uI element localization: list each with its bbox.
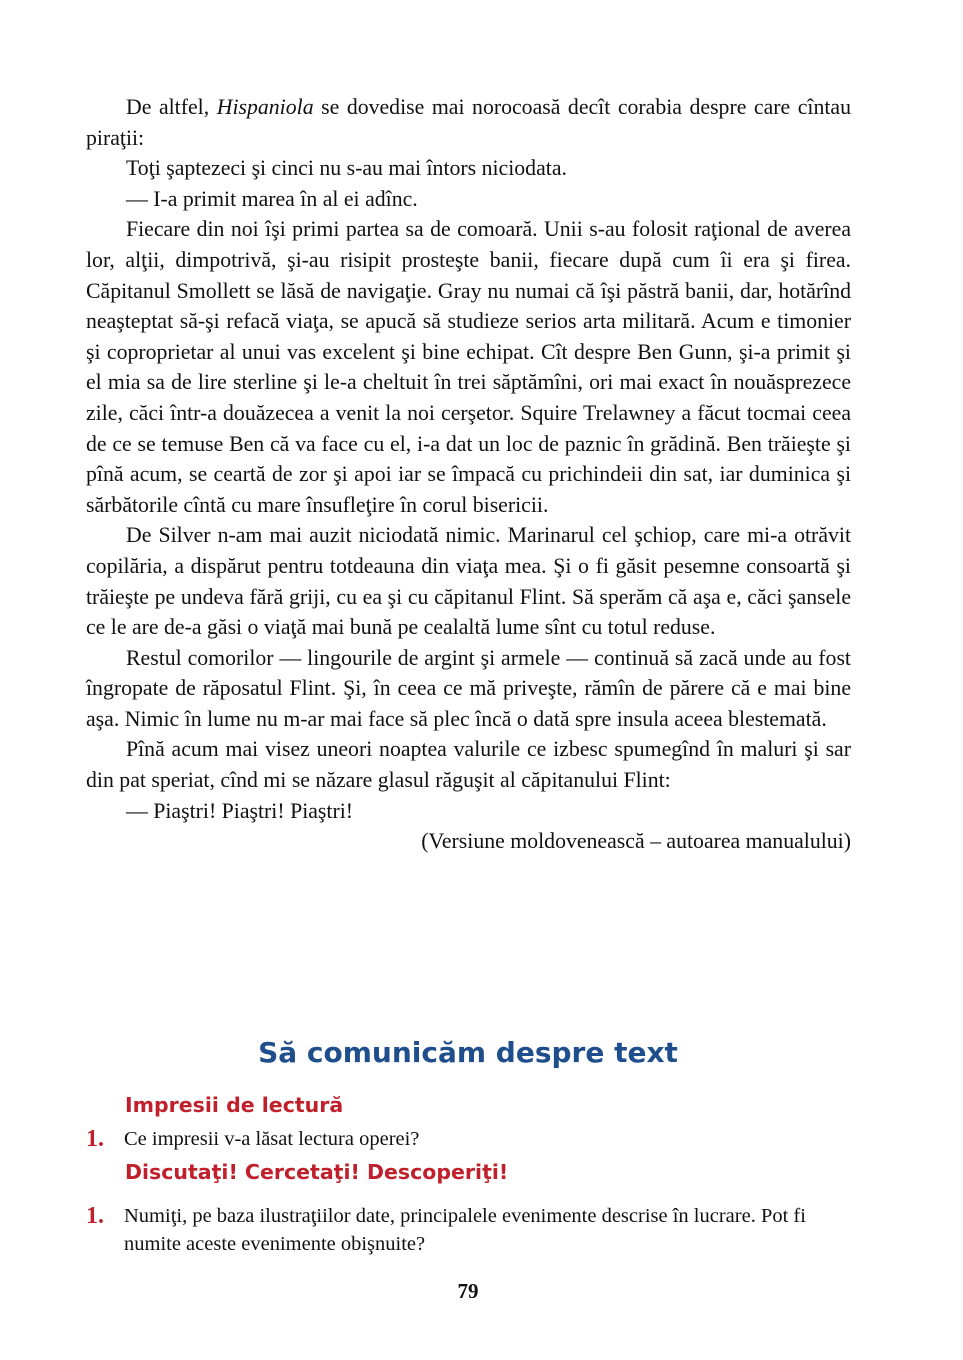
paragraph-2: Toţi şaptezeci şi cinci nu s-au mai întors niciodata.	[126, 156, 567, 181]
question-number: 1.	[86, 1203, 104, 1229]
paragraph-6: Restul comorilor — lingourile de argint şi armele — continuă să zacă unde au fost îngropate de răposatul Flint. Şi, în ceea ce mă priveşte, rămîn de părere că e mai bine aşa. Nimic în lume nu m-ar mai face să plec încă o dată spre insula aceea blestemată.	[86, 645, 851, 731]
paragraph-1	[86, 92, 851, 153]
paragraph-5: De Silver n-am mai auzit niciodată nimic. Marinarul cel şchiop, care mi-a otrăvit copilăria, a dispărut pentru totdeauna din viaţa mea. Şi o fi găsit pesemne consoartă şi trăieşte pe undeva fără griji, cu ea şi cu căpitanul Flint. Să sperăm că aşa e, căci şansele ce le are de-a găsi o viaţă mai bună pe cealaltă lume sînt cu totul reduse.	[86, 523, 851, 640]
paragraph-4: Fiecare din noi îşi primi partea sa de comoară. Unii s-au folosit raţional de averea lor, alţii, dimpotrivă, şi-au risipit prosteşte banii, fiecare după cum îi era şi firea. Căpitanul Smollett se lăsă de navigaţie. Gray nu numai că îşi păstră banii, dar, hotărînd neaşteptat să-şi refacă viaţa, se apucă să studieze serios arta militară. Acum e timonier şi coproprietar al unui vas excelent şi bine echipat. Cît despre Ben Gunn, şi-a primit şi el mia sa de lire sterline şi le-a cheltuit în trei săptămîni, ori mai exact în nouăsprezece zile, căci într-a douăzecea a venit la noi cerşetor. Squire Trelawney a făcut tocmai ceea de ce se temuse Ben că va face cu el, i-a dat un loc de paznic în grădină. Ben trăieşte şi pînă acum, se ceartă de zor şi apoi iar se împacă cu prichindeii din sat, iar duminica şi sărbătorile cîntă cu mare însufleţire în corul bisericii.	[86, 217, 851, 517]
question-number: 1.	[86, 1126, 104, 1152]
paragraph-8: — Piaştri! Piaştri! Piaştri!	[126, 798, 354, 823]
question-text: Ce impresii v-a lăsat lectura operei?	[124, 1128, 420, 1150]
source-note: (Versiune moldovenească – autoarea manualului)	[421, 829, 851, 854]
paragraph-3: — I-a primit marea în al ei adînc.	[126, 186, 418, 211]
page-number: 79	[457, 1279, 479, 1303]
ship-name-italic: Hispaniola	[216, 95, 314, 119]
text-span: se dovedise mai norocoasă decît corabia despre care cîntau piraţii:	[86, 95, 851, 150]
section-title: Să comunicăm despre text	[258, 1036, 678, 1069]
story-text	[86, 92, 851, 857]
text-span: De altfel,	[126, 95, 217, 119]
question-text: Numiţi, pe baza ilustraţiilor date, principalele evenimente descrise în lucrare. Pot fi numite aceste evenimente obişnuite?	[124, 1205, 806, 1255]
paragraph-7: Pînă acum mai visez uneori noaptea valurile ce izbesc spumegînd în maluri şi sar din pat speriat, cînd mi se năzare glasul răguşit al căpitanului Flint:	[86, 737, 851, 793]
subheading-discuss: Discutaţi! Cercetaţi! Descoperiţi!	[125, 1160, 509, 1184]
subheading-impressions: Impresii de lectură	[125, 1093, 344, 1117]
